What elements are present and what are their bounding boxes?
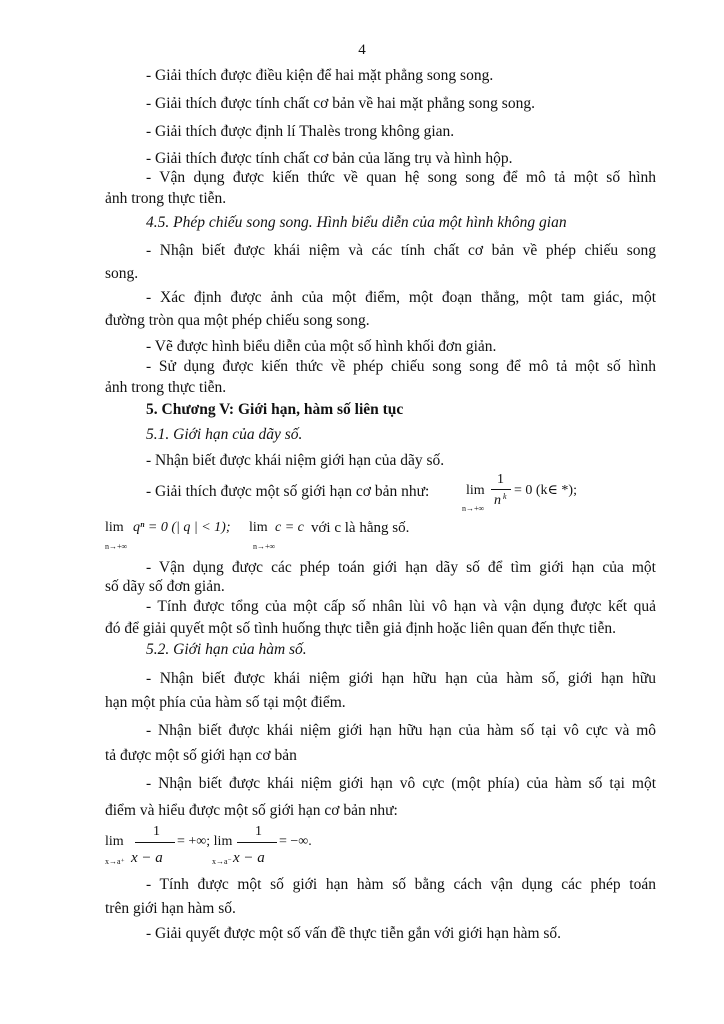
text-line-17: số dãy số đơn giản.: [105, 578, 225, 595]
text-line-3: - Giải thích được định lí Thalès trong không gian.: [146, 123, 455, 140]
formula-end: = −∞.: [279, 834, 312, 849]
text-line-27: trên giới hạn hàm số.: [105, 900, 236, 917]
lim-label: lim: [105, 520, 124, 535]
lim-label: lim: [249, 520, 268, 535]
text-line-13: ảnh trong thực tiễn.: [105, 379, 227, 396]
text-line-10: đường tròn qua một phép chiếu song song.: [105, 312, 370, 329]
formula-lim-qn-and-c: [105, 518, 445, 552]
formula-result: = 0 (k∈ *);: [514, 483, 577, 498]
lim-label: lim: [466, 483, 485, 498]
lim-subscript: n→+∞: [253, 542, 276, 551]
text-line-1: - Giải thích được điều kiện để hai mặt phẳng song song.: [146, 67, 494, 84]
text-line-26: - Tính được một số giới hạn hàm số bằng cách vận dụng các phép toán: [146, 876, 656, 893]
text-line-28: - Giải quyết được một số vấn đề thực tiễn gắn với giới hạn hàm số.: [146, 925, 562, 942]
text-line-16: - Vận dụng được các phép toán giới hạn dãy số để tìm giới hạn của một: [146, 559, 656, 576]
lim-subscript: x→a⁻: [212, 857, 232, 866]
formula-q-power-n: qⁿ = 0 (| q | < 1);: [133, 520, 231, 535]
text-line-8: song.: [105, 265, 139, 282]
chapter-heading-5: 5. Chương V: Giới hạn, hàm số liên tục: [146, 401, 404, 418]
text-line-11: - Vẽ được hình biểu diễn của một số hình khối đơn giản.: [146, 338, 497, 355]
fraction-denominator: x − a: [233, 850, 265, 866]
text-line-21: hạn một phía của hàm số tại một điểm.: [105, 694, 346, 711]
fraction-bar: [491, 489, 511, 490]
text-line-25: điểm và hiểu được một số giới hạn cơ bản như:: [105, 802, 398, 819]
text-line-20: - Nhận biết được khái niệm giới hạn hữu hạn của hàm số, giới hạn hữu: [146, 670, 656, 687]
section-heading-5-2: 5.2. Giới hạn của hàm số.: [146, 641, 307, 658]
text-line-6: ảnh trong thực tiễn.: [105, 190, 227, 207]
lim-subscript: x→a⁺: [105, 857, 125, 866]
text-line-12: - Sử dụng được kiến thức về phép chiếu song song để mô tả một số hình: [146, 358, 656, 375]
text-line-23: tả được một số giới hạn cơ bản: [105, 747, 297, 764]
section-heading-5-1: 5.1. Giới hạn của dãy số.: [146, 426, 303, 443]
fraction-numerator: 1: [497, 472, 504, 487]
text-line-9: - Xác định được ảnh của một điểm, một đoạn thẳng, một tam giác, một: [146, 289, 656, 306]
fraction-denominator: x − a: [131, 850, 163, 866]
formula-note: với c là hằng số.: [311, 520, 410, 536]
text-line-5: - Vận dụng được kiến thức về quan hệ song song để mô tả một số hình: [146, 169, 656, 186]
text-line-14: - Nhận biết được khái niệm giới hạn của dãy số.: [146, 452, 445, 469]
fraction-bar: [237, 842, 277, 843]
formula-middle: = +∞; lim: [177, 834, 233, 849]
fraction-bar: [135, 842, 175, 843]
formula-lim-1-over-nk: [462, 470, 606, 513]
text-line-18: - Tính được tổng của một cấp số nhân lùi vô hạn và vận dụng được kết quả: [146, 598, 656, 615]
fraction-numerator: 1: [153, 824, 160, 839]
formula-one-sided-limits: [105, 822, 345, 868]
text-line-22: - Nhận biết được khái niệm giới hạn hữu hạn của hàm số tại vô cực và mô: [146, 722, 656, 739]
section-heading-4-5: 4.5. Phép chiếu song song. Hình biểu diễn của một hình không gian: [146, 214, 567, 231]
formula-constant: c = c: [275, 520, 304, 535]
text-line-4: - Giải thích được tính chất cơ bản của lăng trụ và hình hộp.: [146, 150, 513, 167]
lim-label: lim: [105, 834, 124, 849]
fraction-numerator: 1: [255, 824, 262, 839]
page-number: 4: [358, 42, 366, 58]
lim-subscript: n→+∞: [462, 504, 485, 513]
text-line-15: - Giải thích được một số giới hạn cơ bản như:: [146, 483, 430, 500]
text-line-7: - Nhận biết được khái niệm và các tính chất cơ bản về phép chiếu song: [146, 242, 656, 259]
text-line-2: - Giải thích được tính chất cơ bản về hai mặt phẳng song song.: [146, 95, 535, 112]
lim-subscript: n→+∞: [105, 542, 128, 551]
text-line-19: đó để giải quyết một số tình huống thực tiễn giả định hoặc liên quan đến thực tiễn.: [105, 620, 616, 637]
fraction-denominator: n: [494, 493, 501, 508]
exponent-k: k: [503, 492, 507, 501]
text-line-24: - Nhận biết được khái niệm giới hạn vô cực (một phía) của hàm số tại một: [146, 775, 656, 792]
